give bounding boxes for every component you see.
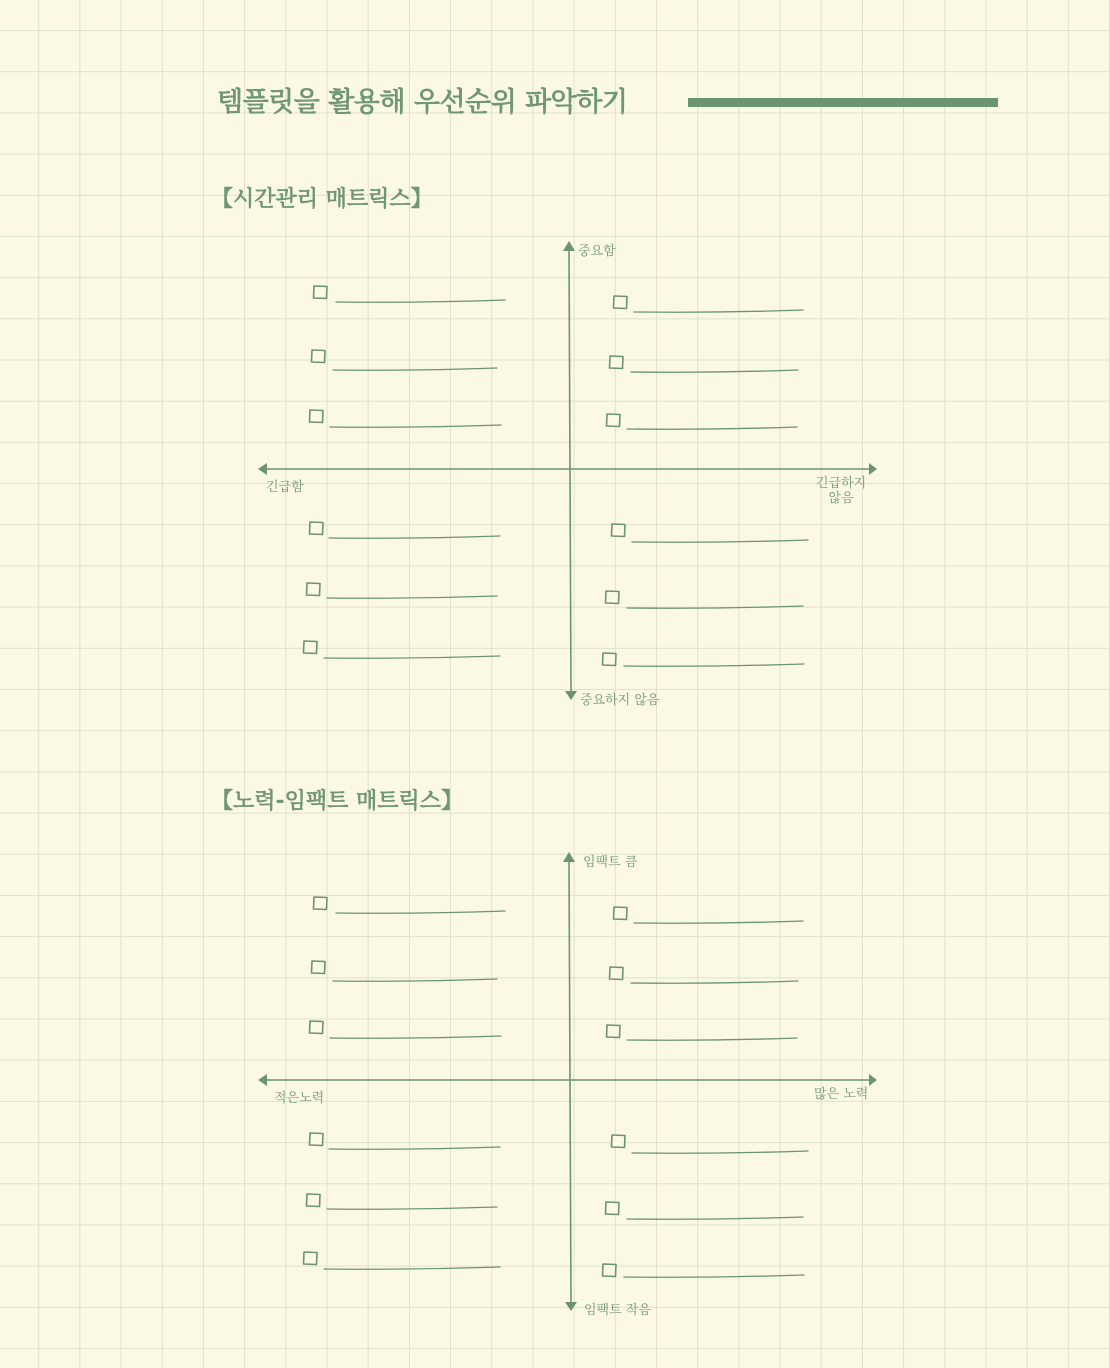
checkbox-icon[interactable] [612, 524, 626, 537]
axis-label-left: 적은노력 [274, 1091, 325, 1106]
matrix-graphic [250, 230, 890, 710]
checkbox-icon[interactable] [314, 897, 328, 910]
blank-line[interactable] [329, 536, 500, 538]
blank-line[interactable] [330, 425, 501, 427]
blank-line[interactable] [336, 300, 505, 302]
checklist-item-top-right[interactable] [607, 1025, 798, 1040]
matrix-title-time: 【시간관리 매트릭스】 [211, 187, 433, 212]
checkbox-icon[interactable] [603, 653, 617, 666]
blank-line[interactable] [631, 370, 798, 372]
axis-label-right [814, 1087, 868, 1102]
effort-impact-matrix [250, 841, 890, 1321]
checkbox-icon[interactable] [304, 1252, 318, 1265]
blank-line[interactable] [324, 1267, 500, 1269]
vertical-axis [569, 859, 571, 1303]
checkbox-icon[interactable] [610, 356, 624, 369]
blank-line[interactable] [324, 656, 500, 658]
axis-label-top: 임팩트 큼 [583, 855, 638, 870]
checklist-item-bottom-left[interactable] [310, 522, 501, 538]
checklist-item-top-left[interactable] [314, 286, 506, 302]
arrow-down-icon [565, 1302, 577, 1311]
checklist-item-bottom-left[interactable] [304, 1252, 501, 1269]
axis-label-right-line1: 많은 노력 [814, 1087, 869, 1102]
checklist-item-bottom-right[interactable] [603, 1264, 805, 1277]
checkbox-icon[interactable] [607, 414, 621, 427]
checkbox-icon[interactable] [310, 410, 324, 423]
arrow-right-icon [869, 463, 877, 475]
checkbox-icon[interactable] [312, 961, 326, 974]
blank-line[interactable] [632, 1151, 808, 1153]
checkbox-icon[interactable] [310, 522, 324, 535]
checklist-item-bottom-left[interactable] [307, 583, 498, 598]
arrow-right-icon [869, 1074, 877, 1086]
axis-label-top: 중요함 [578, 244, 616, 259]
axis-label-bottom: 중요하지 않음 [580, 693, 660, 708]
matrix-title-effort-impact: 【노력-임팩트 매트릭스】 [211, 789, 464, 814]
axis-label-right [816, 476, 866, 506]
arrow-left-icon [258, 1074, 267, 1086]
checkbox-icon[interactable] [307, 583, 321, 596]
blank-line[interactable] [632, 540, 808, 542]
axis-label-right-line2: 않음 [828, 491, 854, 506]
blank-line[interactable] [634, 310, 803, 312]
checkbox-icon[interactable] [603, 1264, 617, 1277]
checklist-item-top-right[interactable] [614, 296, 804, 312]
checkbox-icon[interactable] [314, 286, 328, 299]
checkbox-icon[interactable] [307, 1194, 321, 1207]
blank-line[interactable] [627, 1038, 797, 1040]
checklist-item-bottom-right[interactable] [612, 1135, 809, 1153]
checklist-item-top-left[interactable] [314, 897, 506, 913]
blank-line[interactable] [329, 1147, 500, 1149]
checklist-item-top-right[interactable] [610, 967, 799, 983]
blank-line[interactable] [333, 979, 497, 981]
checkbox-icon[interactable] [310, 1133, 324, 1146]
checklist-item-top-left[interactable] [310, 1021, 502, 1038]
checkbox-icon[interactable] [610, 967, 624, 980]
arrow-down-icon [565, 691, 577, 700]
time-management-matrix [250, 230, 890, 710]
axis-label-bottom: 임팩트 작음 [584, 1303, 651, 1318]
arrow-up-icon [563, 852, 575, 862]
checkbox-icon[interactable] [614, 296, 628, 309]
blank-line[interactable] [624, 664, 804, 666]
axis-label-left: 긴급함 [266, 480, 304, 495]
checkbox-icon[interactable] [607, 1025, 621, 1038]
blank-line[interactable] [634, 921, 803, 923]
title-rule [688, 98, 998, 107]
vertical-axis [569, 248, 571, 692]
blank-line[interactable] [336, 911, 505, 913]
checkbox-icon[interactable] [310, 1021, 324, 1034]
arrow-up-icon [563, 241, 575, 251]
blank-line[interactable] [330, 1036, 501, 1038]
checklist-item-top-right[interactable] [614, 907, 804, 923]
checklist-item-top-right[interactable] [607, 414, 798, 429]
checklist-item-bottom-left[interactable] [307, 1194, 498, 1209]
checklist-item-top-left[interactable] [310, 410, 502, 427]
blank-line[interactable] [624, 1275, 804, 1277]
checklist-item-bottom-right[interactable] [606, 591, 804, 608]
checklist-item-bottom-left[interactable] [304, 641, 501, 658]
checklist-item-bottom-right[interactable] [612, 524, 809, 542]
blank-line[interactable] [627, 427, 797, 429]
arrow-left-icon [258, 463, 267, 475]
checklist-item-bottom-left[interactable] [310, 1133, 501, 1149]
blank-line[interactable] [627, 1217, 803, 1219]
checkbox-icon[interactable] [606, 1202, 620, 1215]
checklist-item-top-left[interactable] [312, 350, 498, 370]
checklist-item-bottom-right[interactable] [606, 1202, 804, 1219]
matrix-graphic [250, 841, 890, 1321]
blank-line[interactable] [327, 596, 497, 598]
checkbox-icon[interactable] [606, 591, 620, 604]
checkbox-icon[interactable] [304, 641, 318, 654]
checkbox-icon[interactable] [612, 1135, 626, 1148]
checklist-item-top-left[interactable] [312, 961, 498, 981]
checklist-item-top-right[interactable] [610, 356, 799, 372]
axis-label-right-line1: 긴급하지 [816, 476, 867, 491]
blank-line[interactable] [627, 606, 803, 608]
checklist-item-bottom-right[interactable] [603, 653, 805, 666]
blank-line[interactable] [631, 981, 798, 983]
checkbox-icon[interactable] [312, 350, 326, 363]
blank-line[interactable] [333, 368, 497, 370]
blank-line[interactable] [327, 1207, 497, 1209]
page-title: 템플릿을 활용해 우선순위 파악하기 [217, 87, 628, 118]
checkbox-icon[interactable] [614, 907, 628, 920]
